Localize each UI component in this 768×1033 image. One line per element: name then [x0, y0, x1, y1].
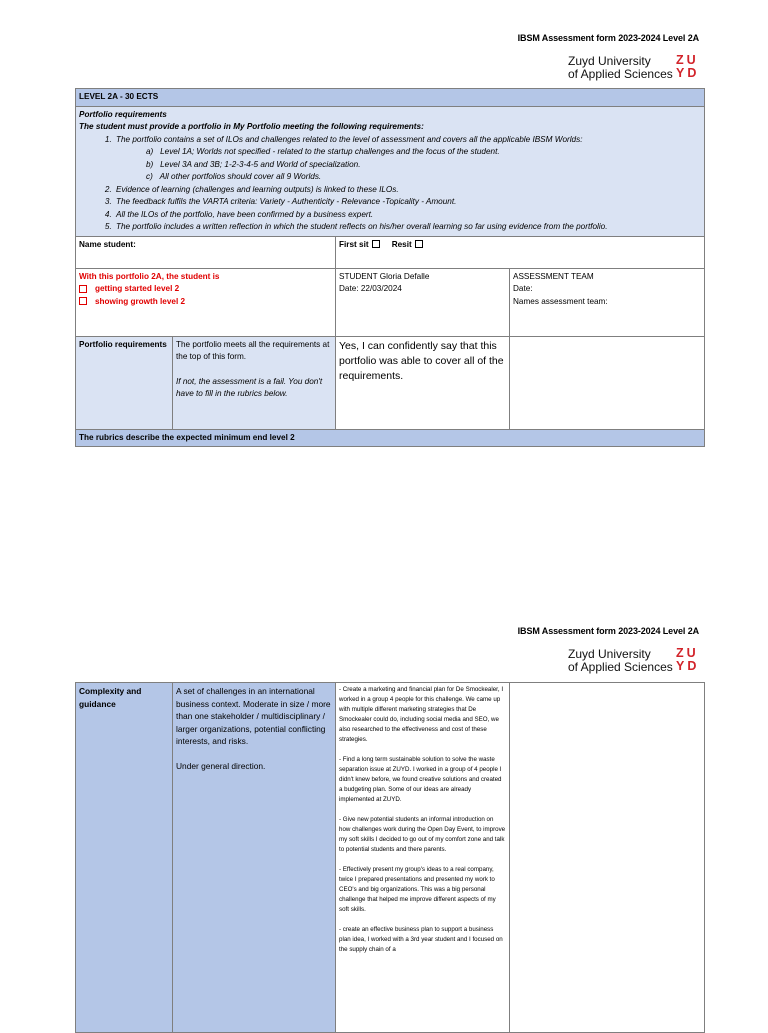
requirements-intro: The student must provide a portfolio in My Portfolio meeting the following requirements:: [79, 122, 424, 131]
requirements-title: Portfolio requirements: [79, 109, 167, 119]
sit-cell: [336, 236, 705, 268]
name-student-cell[interactable]: [76, 236, 336, 268]
rubrics-note: The rubrics describe the expected minimum end level 2: [76, 429, 705, 447]
getting-started-label: getting started level 2: [95, 284, 180, 293]
portfolio-status-cell: [76, 268, 336, 336]
resit-checkbox[interactable]: [415, 240, 423, 248]
zuyd-logo: [568, 54, 700, 84]
logo-mark: [676, 54, 699, 79]
requirement-4: 4. All the ILOs of the portfolio, have been confirmed by a business expert.: [114, 209, 701, 222]
logo-line-2: of Applied Sciences: [568, 659, 673, 674]
evidence-item: - create an effective business plan to support a business plan idea, I worked with a 3rd year student and I focused on the supply chain of a: [339, 926, 503, 953]
first-sit-checkbox[interactable]: [372, 240, 380, 248]
assessment-team-cell: [510, 268, 705, 336]
getting-started-checkbox[interactable]: [79, 285, 87, 293]
requirement-2: 2. Evidence of learning (challenges and learning outputs) is linked to these ILOs.: [114, 184, 701, 197]
rubric-table: [75, 682, 705, 1033]
logo-mark-row-1: ZU: [676, 646, 699, 660]
requirement-3: 3. The feedback fulfils the VARTA criteria: Variety - Authenticity - Relevance -Topicality - Amount.: [114, 196, 701, 209]
requirements-list: [79, 134, 701, 234]
evidence-item: - Give new potential students an informal introduction on how challenges work during the Open Day Event, to improve my soft skills I decided to go out of my comfort zone and talk to potential students and there parents.: [339, 816, 506, 853]
logo-line-1: Zuyd University: [568, 54, 651, 68]
requirement-1a: a) Level 1A; Worlds not specified - related to the startup challenges and the focus of the student.: [146, 147, 500, 156]
logo-mark-row-1: ZU: [676, 53, 699, 67]
logo-line-2: of Applied Sciences: [568, 66, 673, 81]
requirement-1c: c) All other portfolios should cover all 9 Worlds.: [146, 172, 322, 181]
resit-label: Resit: [391, 239, 412, 249]
first-sit-label: First sit: [339, 239, 369, 249]
form-page-1: [0, 0, 768, 480]
logo-mark-row-2: YD: [676, 65, 700, 80]
criterion-desc-cell: [173, 683, 336, 1033]
showing-growth-checkbox[interactable]: [79, 297, 87, 305]
logo-text-2: [568, 648, 673, 673]
portfolio-requirements-assessor-cell[interactable]: [510, 336, 705, 429]
document-header-title: IBSM Assessment form 2023-2024 Level 2A: [517, 33, 699, 43]
logo-mark-2: [676, 647, 699, 672]
criterion-description: A set of challenges in an international business context. Moderate in size / more than one stakeholder / multidisciplinary / larger organizations, potential conflicting interests, and risks.: [176, 686, 331, 746]
evidence-item: - Create a marketing and financial plan for De Smockealer, I worked in a group 4 people for this challenge. We came up with multiple different marketing strategies that De Smockealer could do, including social media and SEO, we also researched to the effectiveness and cost of these strategies.: [339, 686, 504, 743]
requirement-1: The portfolio contains a set of ILOs and challenges related to the level of assessment and covers all the applicable IBSM Worlds:: [116, 134, 583, 144]
student-name: STUDENT Gloria Defalle: [339, 271, 430, 281]
criterion-label: Complexity and guidance: [76, 683, 173, 1033]
name-student-label: Name student:: [79, 239, 136, 249]
assessor-feedback-cell[interactable]: [510, 683, 705, 1033]
assessment-team-date: Date:: [513, 284, 533, 293]
evidence-item: - Find a long term sustainable solution to solve the waste separation issue at ZUYD. I worked in a group of 4 people I didn't knew before, we found creative solutions and created a budgeting plan. Some of our ideas are already implemented at ZUYD.: [339, 756, 502, 803]
portfolio-requirements-answer[interactable]: Yes, I can confidently say that this portfolio was able to cover all of the requirements.: [336, 336, 510, 429]
assessment-team-heading: ASSESSMENT TEAM: [513, 271, 594, 281]
document-header-title-2: IBSM Assessment form 2023-2024 Level 2A: [517, 626, 699, 636]
requirement-5: 5. The portfolio includes a written reflection in which the student reflects on his/her overall learning so far using evidence from the portfolio.: [114, 221, 701, 234]
requirement-item: [114, 134, 701, 184]
portfolio-requirements-desc-cell: [173, 336, 336, 429]
criterion-direction: Under general direction.: [176, 760, 266, 771]
student-date: Date: 22/03/2024: [339, 284, 402, 293]
requirements-block: [76, 106, 705, 236]
portfolio-requirements-fail: If not, the assessment is a fail. You don't have to fill in the rubrics below.: [176, 376, 323, 398]
logo-line-1: Zuyd University: [568, 647, 651, 661]
zuyd-logo-2: [568, 647, 700, 677]
student-cell: [336, 268, 510, 336]
portfolio-status-note: With this portfolio 2A, the student is: [79, 271, 220, 281]
logo-mark-row-2: YD: [676, 658, 700, 673]
portfolio-requirements-desc: The portfolio meets all the requirements at the top of this form.: [176, 339, 330, 361]
level-heading: LEVEL 2A - 30 ECTS: [76, 89, 705, 107]
showing-growth-label: showing growth level 2: [95, 296, 186, 306]
requirement-sublist: [116, 146, 701, 184]
assessment-team-names: Names assessment team:: [513, 296, 608, 306]
evidence-item: - Effectively present my group's ideas to a real company, twice I prepared presentations and presented my work to CEO's and big organizations. This was a big personal challenge that helped me improve different aspects of my soft skills.: [339, 866, 496, 913]
assessment-form-table: [75, 88, 705, 447]
portfolio-requirements-label: Portfolio requirements: [76, 336, 173, 429]
requirement-1b: b) Level 3A and 3B; 1-2-3-4-5 and World of specialization.: [146, 159, 361, 169]
student-evidence-cell[interactable]: [336, 683, 510, 1033]
logo-text: [568, 55, 673, 80]
